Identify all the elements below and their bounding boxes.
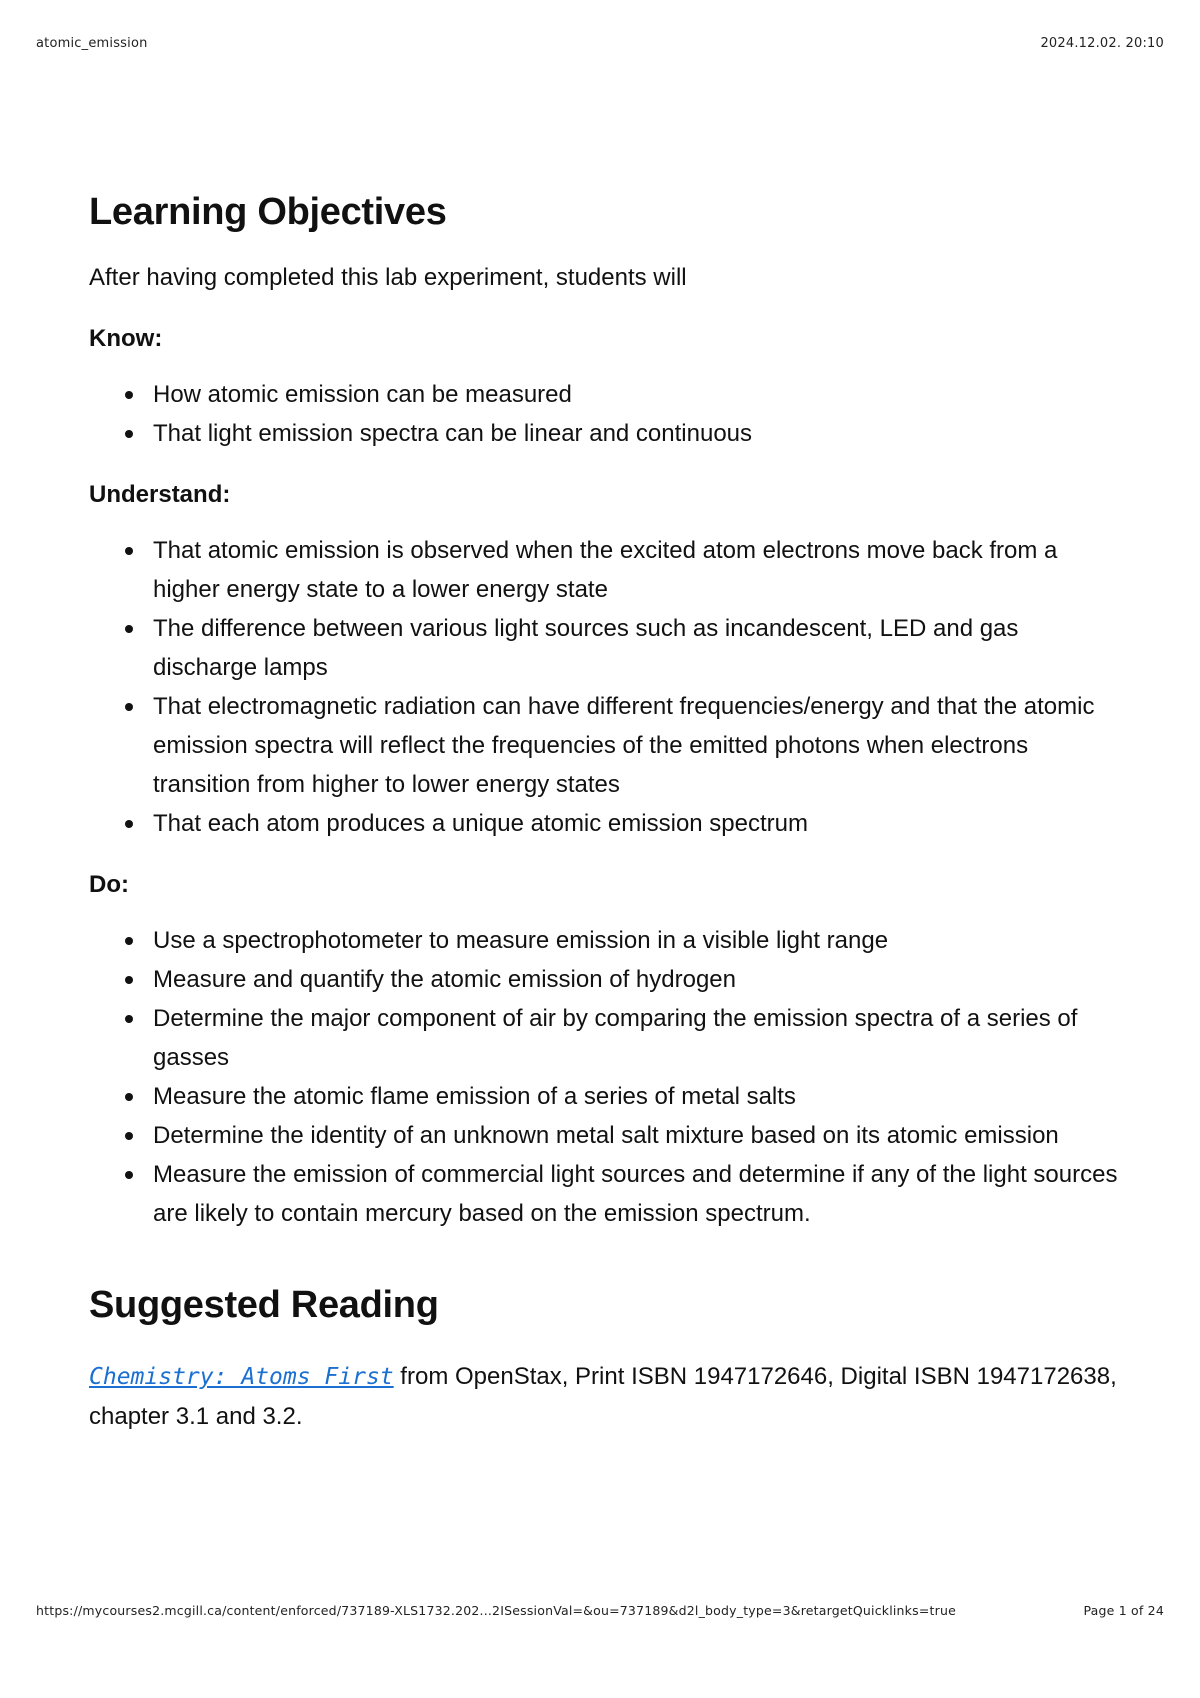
list-item: Use a spectrophotometer to measure emission in a visible light range xyxy=(89,921,1119,960)
do-label: Do: xyxy=(89,871,129,898)
learning-objectives-heading: Learning Objectives xyxy=(89,191,447,233)
list-item: Measure and quantify the atomic emission of hydrogen xyxy=(89,960,1119,999)
page-content xyxy=(89,190,1119,1436)
list-item: That each atom produces a unique atomic emission spectrum xyxy=(89,804,1119,843)
reading-details: from OpenStax, Print ISBN 1947172646, Digital ISBN 1947172638, chapter 3.1 and 3.2. xyxy=(89,1363,1117,1430)
understand-list xyxy=(89,531,1119,843)
objectives-intro: After having completed this lab experiment, students will xyxy=(89,264,687,291)
print-header xyxy=(36,36,1164,51)
print-footer xyxy=(36,1603,1164,1618)
document-name: atomic_emission xyxy=(36,36,148,51)
suggested-reading-text xyxy=(89,1357,1119,1436)
list-item: The difference between various light sources such as incandescent, LED and gas discharge lamps xyxy=(89,609,1119,687)
list-item: That electromagnetic radiation can have different frequencies/energy and that the atomic emission spectra will reflect the frequencies of the emitted photons when electrons transition from higher to lower energy states xyxy=(89,687,1119,804)
list-item: Measure the atomic flame emission of a series of metal salts xyxy=(89,1077,1119,1116)
list-item: That light emission spectra can be linear and continuous xyxy=(89,414,1119,453)
list-item: Determine the major component of air by comparing the emission spectra of a series of gasses xyxy=(89,999,1119,1077)
do-list xyxy=(89,921,1119,1233)
book-link[interactable]: Chemistry: Atoms First xyxy=(89,1364,394,1390)
know-list xyxy=(89,375,1119,453)
suggested-reading-heading: Suggested Reading xyxy=(89,1284,439,1326)
list-item: Measure the emission of commercial light sources and determine if any of the light sources are likely to contain mercury based on the emission spectrum. xyxy=(89,1155,1119,1233)
list-item: That atomic emission is observed when the excited atom electrons move back from a higher energy state to a lower energy state xyxy=(89,531,1119,609)
list-item: Determine the identity of an unknown metal salt mixture based on its atomic emission xyxy=(89,1116,1119,1155)
list-item: How atomic emission can be measured xyxy=(89,375,1119,414)
know-label: Know: xyxy=(89,325,163,352)
page-number: Page 1 of 24 xyxy=(1083,1603,1164,1618)
print-datetime: 2024.12.02. 20:10 xyxy=(1040,36,1164,51)
source-url: https://mycourses2.mcgill.ca/content/enforced/737189-XLS1732.202...2ISessionVal=&ou=737189&d2l_body_type=3&retargetQuicklinks=true xyxy=(36,1603,956,1618)
understand-label: Understand: xyxy=(89,481,231,508)
